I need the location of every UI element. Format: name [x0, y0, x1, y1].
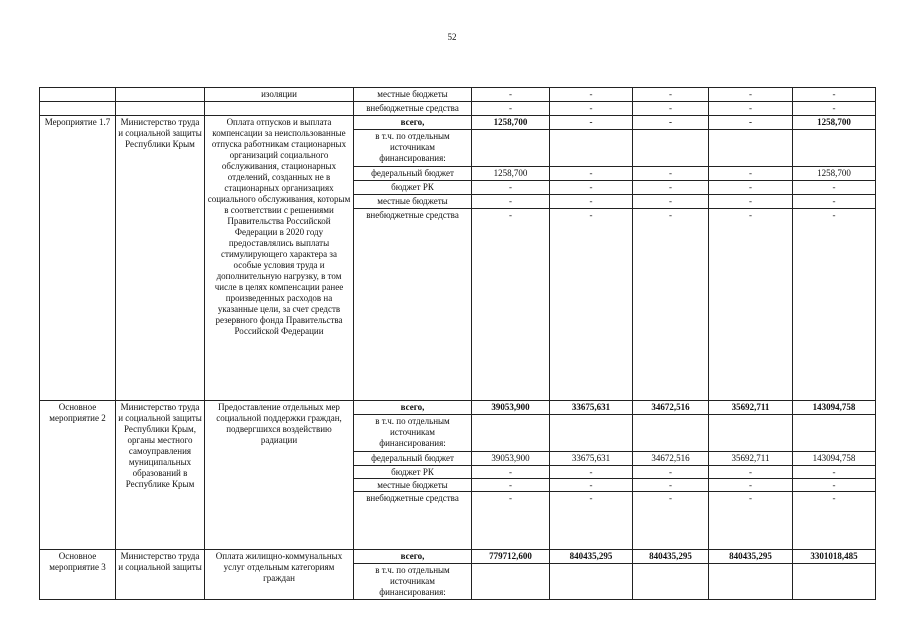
executor-name: Министерство труда и социальной защиты Республики Крым — [116, 116, 205, 401]
table-row — [40, 550, 876, 564]
value-cell: 1258,700 — [793, 167, 876, 181]
event-name: Основное мероприятие 2 — [40, 401, 116, 550]
value-cell: - — [550, 102, 633, 116]
value-cell: 1258,700 — [472, 116, 550, 130]
description-cell — [205, 102, 354, 116]
value-cell: - — [633, 181, 709, 195]
executor-cell — [116, 102, 205, 116]
value-cell: - — [709, 88, 793, 102]
value-cell: - — [709, 116, 793, 130]
value-cell: - — [472, 466, 550, 479]
source-total: всего, — [354, 550, 472, 564]
source-cell: бюджет РК — [354, 466, 472, 479]
value-cell — [709, 130, 793, 167]
value-cell — [709, 415, 793, 452]
table-row — [40, 88, 876, 102]
source-cell: внебюджетные средства — [354, 209, 472, 401]
value-cell: - — [550, 116, 633, 130]
value-cell: - — [709, 492, 793, 550]
event-description: Предоставление отдельных мер социальной поддержки граждан, подвергшихся воздействию радиации — [205, 401, 354, 550]
source-cell: местные бюджеты — [354, 479, 472, 492]
value-cell: 143094,758 — [793, 401, 876, 415]
value-cell — [472, 564, 550, 600]
event-cell — [40, 102, 116, 116]
value-cell: - — [550, 195, 633, 209]
source-cell: бюджет РК — [354, 181, 472, 195]
executor-name: Министерство труда и социальной защиты — [116, 550, 205, 600]
value-cell — [633, 564, 709, 600]
value-cell: - — [633, 195, 709, 209]
value-cell — [633, 415, 709, 452]
value-cell: - — [793, 209, 876, 401]
page-number: 52 — [447, 32, 457, 42]
value-cell: 3301018,485 — [793, 550, 876, 564]
value-cell: - — [709, 181, 793, 195]
value-cell — [793, 130, 876, 167]
value-cell: 1258,700 — [472, 167, 550, 181]
table-row — [40, 116, 876, 130]
source-total: всего, — [354, 116, 472, 130]
value-cell: 33675,631 — [550, 401, 633, 415]
value-cell: - — [550, 479, 633, 492]
value-cell: - — [550, 181, 633, 195]
event-cell — [40, 88, 116, 102]
value-cell — [472, 415, 550, 452]
source-cell: местные бюджеты — [354, 88, 472, 102]
executor-cell — [116, 88, 205, 102]
value-cell — [633, 130, 709, 167]
value-cell: - — [709, 102, 793, 116]
value-cell — [550, 415, 633, 452]
table-row — [40, 401, 876, 415]
value-cell: - — [633, 479, 709, 492]
value-cell: - — [472, 102, 550, 116]
value-cell: 35692,711 — [709, 452, 793, 466]
table-row — [40, 102, 876, 116]
value-cell: - — [709, 195, 793, 209]
value-cell: 33675,631 — [550, 452, 633, 466]
value-cell — [472, 130, 550, 167]
value-cell: - — [472, 195, 550, 209]
value-cell: - — [709, 167, 793, 181]
value-cell: 840435,295 — [633, 550, 709, 564]
value-cell: - — [709, 209, 793, 401]
value-cell: 143094,758 — [793, 452, 876, 466]
value-cell: 35692,711 — [709, 401, 793, 415]
value-cell: - — [472, 88, 550, 102]
event-name: Основное мероприятие 3 — [40, 550, 116, 600]
value-cell: 779712,600 — [472, 550, 550, 564]
value-cell: 840435,295 — [550, 550, 633, 564]
value-cell: - — [793, 492, 876, 550]
value-cell: - — [793, 195, 876, 209]
value-cell: - — [793, 88, 876, 102]
value-cell: - — [633, 466, 709, 479]
value-cell — [709, 564, 793, 600]
value-cell: 39053,900 — [472, 452, 550, 466]
value-cell: 34672,516 — [633, 401, 709, 415]
value-cell: - — [550, 88, 633, 102]
value-cell: - — [633, 209, 709, 401]
value-cell — [793, 564, 876, 600]
value-cell: - — [472, 181, 550, 195]
value-cell: - — [550, 466, 633, 479]
value-cell: - — [709, 466, 793, 479]
source-cell: федеральный бюджет — [354, 167, 472, 181]
value-cell: - — [472, 492, 550, 550]
source-total: всего, — [354, 401, 472, 415]
value-cell: - — [633, 167, 709, 181]
executor-name: Министерство труда и социальной защиты Республики Крым, органы местного самоуправления муниципальных образований в Республике Крым — [116, 401, 205, 550]
event-name: Мероприятие 1.7 — [40, 116, 116, 401]
value-cell: - — [472, 479, 550, 492]
value-cell — [793, 415, 876, 452]
budget-table — [39, 87, 876, 600]
value-cell: - — [633, 492, 709, 550]
value-cell: - — [793, 479, 876, 492]
value-cell: - — [550, 492, 633, 550]
value-cell: - — [709, 479, 793, 492]
value-cell: - — [550, 209, 633, 401]
source-cell: местные бюджеты — [354, 195, 472, 209]
value-cell: - — [793, 466, 876, 479]
value-cell: - — [793, 102, 876, 116]
value-cell: - — [633, 88, 709, 102]
value-cell: - — [793, 181, 876, 195]
source-cell: внебюджетные средства — [354, 492, 472, 550]
value-cell: 39053,900 — [472, 401, 550, 415]
value-cell: 840435,295 — [709, 550, 793, 564]
value-cell — [550, 564, 633, 600]
value-cell: 34672,516 — [633, 452, 709, 466]
value-cell: - — [633, 116, 709, 130]
source-cell: в т.ч. по отдельным источникам финансирования: — [354, 130, 472, 167]
value-cell: - — [633, 102, 709, 116]
source-cell: федеральный бюджет — [354, 452, 472, 466]
source-cell: в т.ч. по отдельным источникам финансирования: — [354, 415, 472, 452]
event-description: Оплата жилищно-коммунальных услуг отдельным категориям граждан — [205, 550, 354, 600]
description-cell: изоляции — [205, 88, 354, 102]
source-cell: внебюджетные средства — [354, 102, 472, 116]
value-cell: - — [550, 167, 633, 181]
value-cell: - — [472, 209, 550, 401]
value-cell — [550, 130, 633, 167]
value-cell: 1258,700 — [793, 116, 876, 130]
source-cell: в т.ч. по отдельным источникам финансирования: — [354, 564, 472, 600]
event-description: Оплата отпусков и выплата компенсации за неиспользованные отпуска работникам стационарных организаций социального обслуживания, стационарных отделений, созданных не в стационарных организациях социального обслуживания, которым в соответствии с решениями Правительства Российской Федерации в 2020 году предоставлялись выплаты стимулирующего характера за особые условия труда и дополнительную нагрузку, в том числе в целях компенсации ранее произведенных расходов на указанные цели, за счет средств резервного фонда Правительства Российской Федерации — [205, 116, 354, 401]
